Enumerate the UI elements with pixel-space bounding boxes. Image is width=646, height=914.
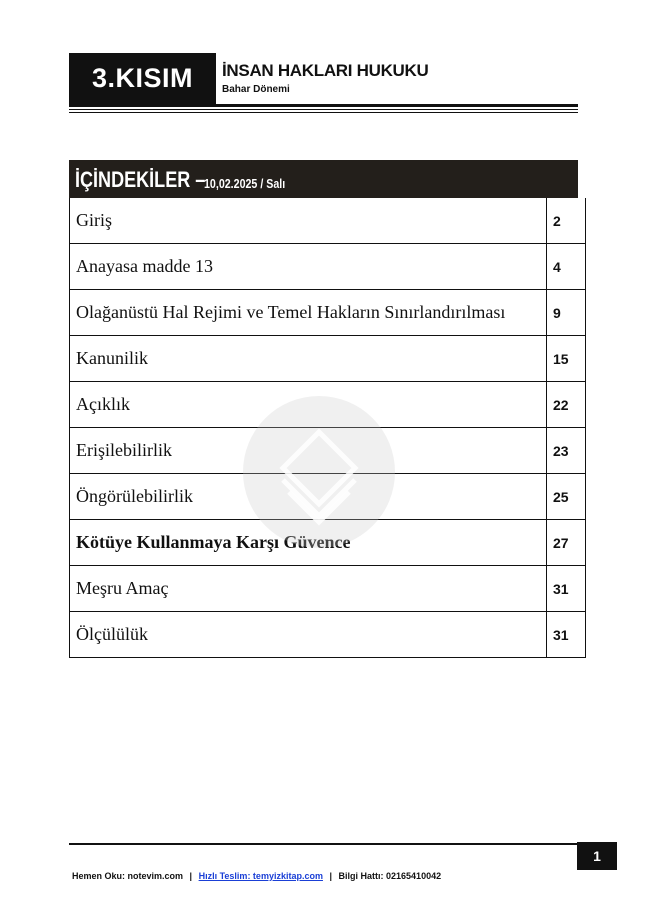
toc-entry-title: Meşru Amaç: [70, 566, 547, 611]
toc-date: 10,02.2025 / Salı: [203, 176, 286, 191]
stacked-squares-logo-icon: [243, 396, 395, 548]
toc-row[interactable]: [69, 612, 586, 658]
header-rule-thin: [69, 112, 578, 113]
toc-heading-bar: [69, 160, 578, 198]
toc-entry-title: Giriş: [70, 198, 547, 243]
toc-entry-title: Kanunilik: [70, 336, 547, 381]
toc-row[interactable]: [69, 566, 586, 612]
footer-text: [72, 871, 441, 881]
toc-entry-page: 4: [547, 244, 586, 289]
section-label: 3.KISIM: [69, 53, 216, 104]
toc-row[interactable]: [69, 198, 586, 244]
toc-entry-page: 9: [547, 290, 586, 335]
toc-row[interactable]: [69, 244, 586, 290]
toc-entry-title: Ölçülülük: [70, 612, 547, 657]
toc-entry-title: Olağanüstü Hal Rejimi ve Temel Hakların Sınırlandırılması: [70, 290, 547, 335]
footer-rule: [69, 843, 577, 845]
toc-entry-title: Erişilebilirlik: [70, 428, 547, 473]
footer-item: Bilgi Hattı: 02165410042: [338, 871, 442, 881]
page-number: 1: [577, 842, 617, 870]
toc-entry-page: 2: [547, 198, 586, 243]
toc-row[interactable]: [69, 336, 586, 382]
toc-entry-page: 25: [547, 474, 586, 519]
toc-entry-title: Anayasa madde 13: [70, 244, 547, 289]
header-rule: [69, 104, 578, 107]
footer-link[interactable]: Hızlı Teslim: temyizkitap.com: [198, 871, 323, 881]
toc-entry-page: 27: [547, 520, 586, 565]
footer-separator: |: [329, 871, 333, 881]
document-title: İNSAN HAKLARI HUKUKU: [222, 61, 429, 80]
toc-entry-title: Öngörülebilirlik: [70, 474, 547, 519]
watermark-graphic: [243, 396, 395, 548]
header-rule-thin: [69, 109, 578, 110]
toc-entry-page: 15: [547, 336, 586, 381]
toc-entry-title: Kötüye Kullanmaya Karşı Güvence: [70, 520, 547, 565]
toc-row[interactable]: [69, 290, 586, 336]
toc-entry-page: 23: [547, 428, 586, 473]
toc-heading: İÇİNDEKİLER –: [75, 167, 206, 192]
toc-entry-page: 22: [547, 382, 586, 427]
toc-entry-title: Açıklık: [70, 382, 547, 427]
toc-entry-page: 31: [547, 566, 586, 611]
footer-separator: |: [189, 871, 193, 881]
document-subtitle: Bahar Dönemi: [222, 84, 290, 95]
toc-entry-page: 31: [547, 612, 586, 657]
footer-item: Hemen Oku: notevim.com: [72, 871, 184, 881]
